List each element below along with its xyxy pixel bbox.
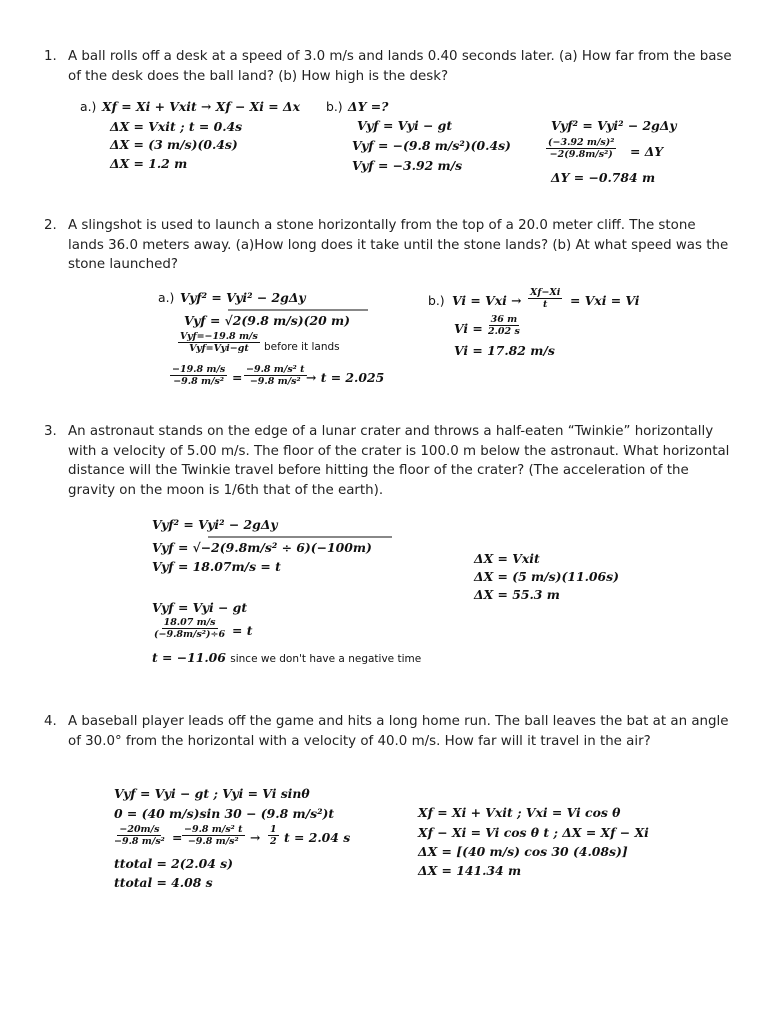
question-3	[44, 422, 734, 500]
numerator: −19.8 m/s	[172, 364, 226, 375]
fraction	[182, 824, 245, 847]
question-text: A ball rolls off a desk at a speed of 3.0 m/s and lands 0.40 seconds later. (a) How far from the base of the desk does the ball land? (b) How high is the desk?	[68, 49, 732, 84]
numerator: (−3.92 m/s)²	[548, 137, 615, 148]
question-number: 3.	[44, 424, 57, 439]
solution-answer: ΔY = −0.784 m	[551, 170, 656, 185]
note-text: before it lands	[264, 341, 340, 353]
arrow: →	[250, 830, 261, 845]
solution-answer: ttotal = 4.08 s	[114, 875, 213, 890]
solution-line: 0 = (40 m/s)sin 30 − (9.8 m/s²)t	[114, 806, 335, 821]
denominator: 2	[270, 836, 277, 847]
question-1	[44, 47, 734, 86]
solution-line: Vyf = 18.07m/s = t	[152, 559, 281, 574]
denominator: t	[543, 299, 548, 310]
solution-answer: t = −11.06	[152, 650, 226, 665]
solution-line: Vyf² = Vyi² − 2gΔy	[152, 517, 278, 532]
fraction	[170, 364, 227, 387]
denominator: 2.02 s	[488, 326, 520, 337]
denominator: −2(9.8m/s²)	[549, 149, 613, 160]
fraction	[178, 331, 260, 354]
question-text: A baseball player leads off the game and hits a long home run. The ball leaves the bat at an angle of 30.0° from the horizontal with a velocity of 40.0 m/s. How far will it travel in the air?	[68, 714, 729, 749]
denominator: (−9.8m/s²)÷6	[154, 629, 226, 640]
solution-line: ΔX = Vxit	[474, 551, 540, 566]
denominator: −9.8 m/s²	[114, 836, 165, 847]
fraction	[244, 364, 307, 387]
part-b-label: b.)	[428, 293, 445, 308]
solution-line: = ΔY	[630, 144, 664, 159]
numerator: −9.8 m/s² t	[246, 364, 305, 375]
question-4	[44, 712, 734, 751]
solution-answer: ΔX = 1.2 m	[110, 156, 188, 171]
fraction	[112, 824, 167, 847]
question-2	[44, 216, 734, 275]
denominator: Vyf=Vyi−gt	[189, 343, 249, 354]
solution-answer: Vyf = −3.92 m/s	[352, 158, 463, 173]
part-b-label: b.)	[326, 99, 343, 114]
solution-line: ttotal = 2(2.04 s)	[114, 856, 233, 871]
solution-line: Vyf = √2(9.8 m/s)(20 m)	[184, 313, 351, 328]
solution-line: Xf − Xi = Vi cos θ t ; ΔX = Xf − Xi	[418, 825, 649, 840]
question-number: 2.	[44, 218, 57, 233]
solution-line: = Vxi = Vi	[570, 293, 640, 308]
solution-line: ΔX = (3 m/s)(0.4s)	[110, 137, 238, 152]
solution-answer: ΔX = 55.3 m	[474, 587, 560, 602]
equals: =	[232, 370, 243, 385]
numerator: −20m/s	[119, 824, 160, 835]
solution-line: ΔX = Vxit ; t = 0.4s	[110, 119, 243, 134]
sqrt-bar	[228, 309, 368, 313]
fraction	[546, 137, 616, 160]
numerator: 36 m	[490, 314, 518, 325]
fraction	[152, 617, 227, 640]
equals: =	[172, 830, 183, 845]
solution-line: = t	[232, 623, 253, 638]
solution-line: ΔY =?	[348, 99, 389, 114]
solution-line: Vyf = Vyi − gt ; Vyi = Vi sinθ	[114, 786, 310, 801]
denominator: −9.8 m/s²	[249, 376, 301, 387]
solution-line: ΔX = [(40 m/s) cos 30 (4.08s)]	[418, 844, 628, 859]
solution-line: Vyf = √−2(9.8m/s² ÷ 6)(−100m)	[152, 540, 372, 555]
question-text: An astronaut stands on the edge of a lunar crater and throws a half-eaten “Twinkie” horizontally with a velocity of 5.00 m/s. The floor of the crater is 100.0 m below the astronaut. What horizontal distance will the Twinkie travel before hitting the floor of the crater? (The acceleration of the gravity on the moon is 1/6th that of the earth).	[68, 424, 730, 498]
fraction	[268, 824, 279, 847]
question-number: 4.	[44, 714, 57, 729]
numerator: 1	[270, 824, 277, 835]
note-text: since we don't have a negative time	[230, 653, 422, 665]
sqrt-bar	[208, 536, 392, 540]
solution-line: Vyf = Vyi − gt	[152, 600, 248, 615]
solution-line	[152, 649, 421, 668]
solution-line: Vi =	[454, 321, 483, 336]
solution-line: Vyf = Vyi − gt	[357, 118, 453, 133]
fraction	[528, 287, 562, 310]
question-number: 1.	[44, 49, 57, 64]
question-text: A slingshot is used to launch a stone horizontally from the top of a 20.0 meter cliff. The stone lands 36.0 meters away. (a)How long does it take until the stone lands? (b) At what speed was the stone launched?	[68, 218, 729, 273]
numerator: 18.07 m/s	[163, 617, 216, 628]
numerator: Vyf=−19.8 m/s	[180, 331, 258, 342]
solution-line: ΔX = (5 m/s)(11.06s)	[474, 569, 620, 584]
solution-line: Vi = Vxi →	[452, 293, 522, 308]
solution-line: Vyf = −(9.8 m/s²)(0.4s)	[352, 138, 511, 153]
part-a-label: a.)	[158, 290, 175, 305]
part-a-label: a.)	[80, 99, 97, 114]
solution-answer: ΔX = 141.34 m	[418, 863, 522, 878]
numerator: −9.8 m/s² t	[184, 824, 243, 835]
solution-line: t = 2.04 s	[284, 830, 351, 845]
solution-line: Xf = Xi + Vxit → Xf − Xi = Δx	[102, 99, 301, 114]
solution-line: Vyf² = Vyi² − 2gΔy	[551, 118, 677, 133]
solution-line: Xf = Xi + Vxit ; Vxi = Vi cos θ	[418, 805, 621, 820]
denominator: −9.8 m/s²	[187, 836, 239, 847]
numerator: Xf−Xi	[530, 287, 561, 298]
denominator: −9.8 m/s²	[173, 376, 225, 387]
solution-answer: → t = 2.025	[306, 370, 385, 385]
solution-answer: Vi = 17.82 m/s	[454, 343, 555, 358]
fraction	[486, 314, 522, 337]
solution-line: Vyf² = Vyi² − 2gΔy	[180, 290, 306, 305]
